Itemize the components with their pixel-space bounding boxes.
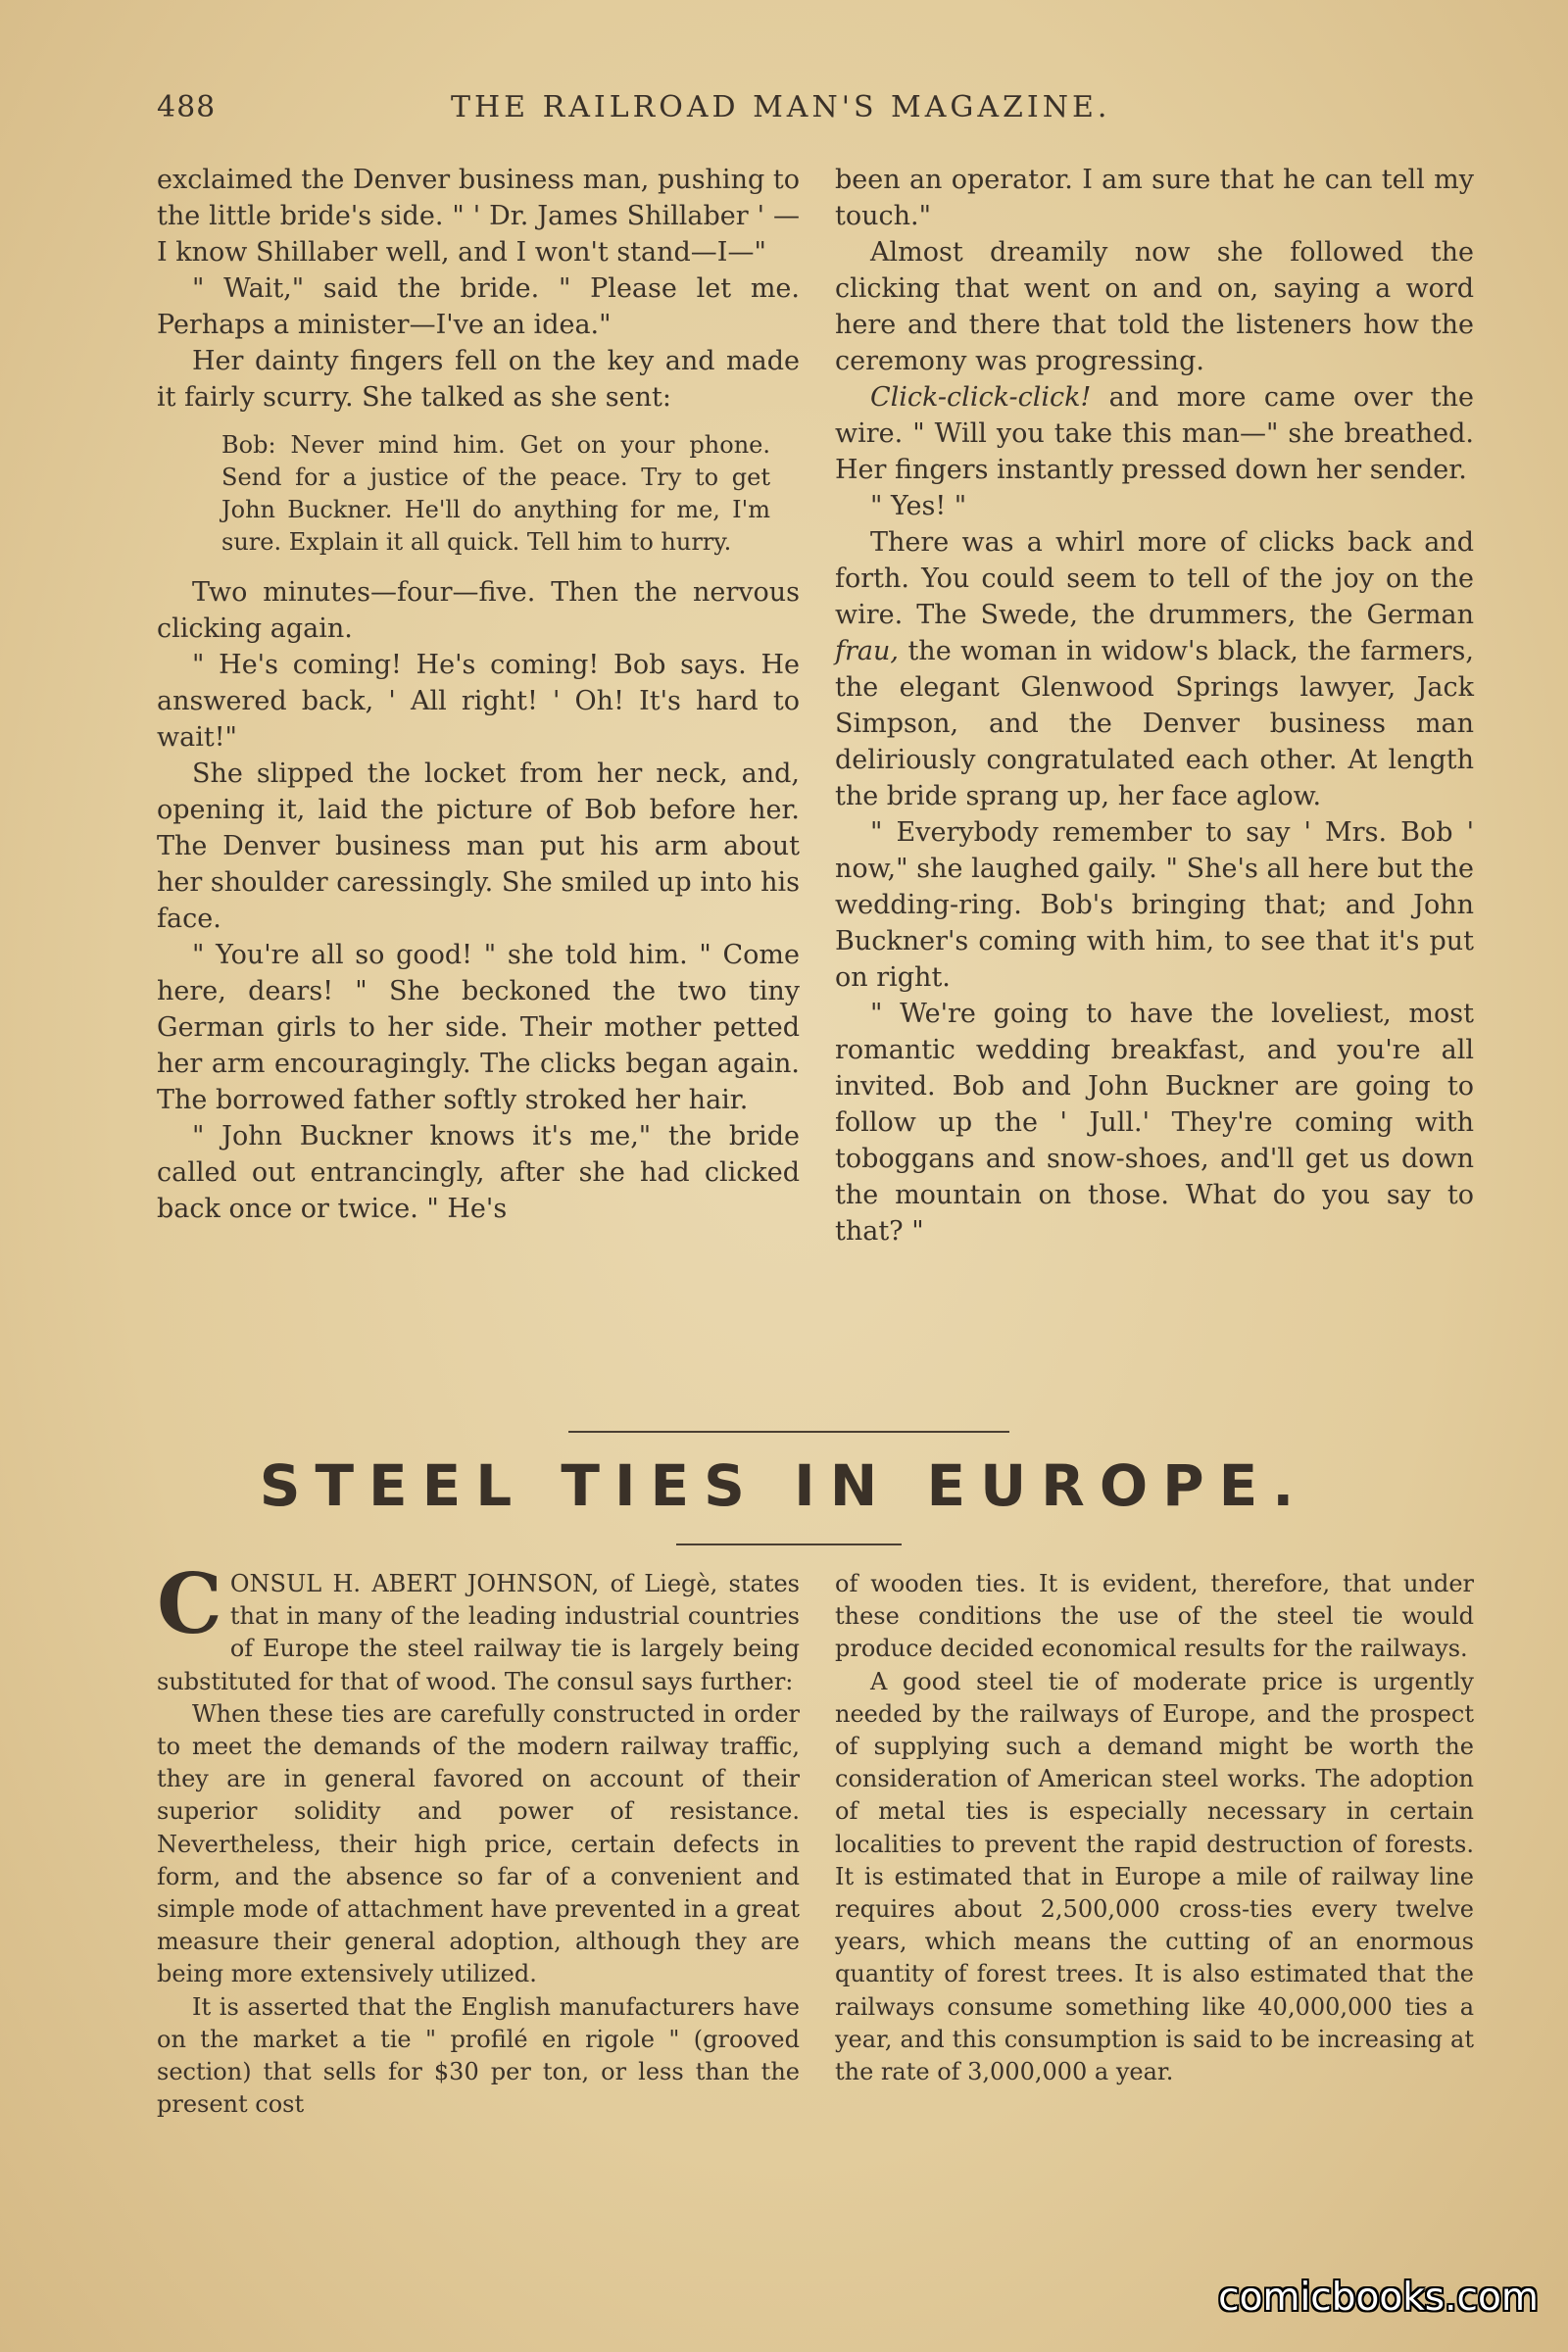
story-paragraph: " He's coming! He's coming! Bob says. He answered back, ' All right! ' Oh! It's hard to wait!" (157, 650, 800, 753)
paragraph-text: There was a whirl more of clicks back and forth. You could seem to tell of the joy on the wire. The Swede, the drummers, the German (835, 527, 1474, 630)
paragraph-text: the woman in widow's black, the farmers, the elegant Glenwood Springs lawyer, Jack Simpson, and the Denver business man deliriously congratulated each other. At length the bride sprang up, her face aglow. (835, 636, 1474, 811)
article-headline: STEEL TIES IN EUROPE. (259, 1452, 1309, 1519)
story-paragraph: been an operator. I am sure that he can tell my touch." (835, 165, 1474, 231)
story-paragraph (835, 379, 1474, 488)
running-head (157, 90, 1450, 129)
article-column-left (157, 1555, 800, 2121)
article-paragraph (157, 1555, 800, 1698)
emphasis-text: Click-click-click! (870, 382, 1092, 413)
article-paragraph: When these ties are carefully constructed in order to meet the demands of the modern railway traffic, they are in general favored on account of their superior solidity and power of resistance. Nevertheless, their high price, certain defects in form, and the absence so far of a convenient and simple mode of attachment have prevented in a great measure their general adoption, although they are being more extensively utilized. (157, 1699, 800, 1988)
emphasis-text: frau, (835, 636, 899, 666)
story-paragraph: " You're all so good! " she told him. " Come here, dears! " She beckoned the two tiny German girls to her side. Their mother petted her arm encouragingly. The clicks began again. The borrowed father softly stroked her hair. (157, 940, 800, 1115)
story-paragraph: " Yes! " (870, 491, 967, 521)
section-divider (568, 1431, 1009, 1433)
story-paragraph: " Wait," said the bride. " Please let me. Perhaps a minister—I've an idea." (157, 273, 800, 340)
telegram-message (221, 429, 770, 559)
article-column-right (835, 1568, 1474, 2088)
story-paragraph: " We're going to have the loveliest, most romantic wedding breakfast, and you're all invited. Bob and John Buckner are going to follow up the ' Jull.' They're coming with toboggans and snow-shoes, and'll get us down the mountain on those. What do you say to that? " (835, 999, 1474, 1247)
site-watermark: comicbooks.com (1218, 2276, 1539, 2320)
page-number: 488 (157, 90, 217, 124)
telegram-text: Bob: Never mind him. Get on your phone. Send for a justice of the peace. Try to get John Buckner. He'll do anything for me, I'm sure. Explain it all quick. Tell him to hurry. (221, 431, 770, 556)
story-paragraph: Almost dreamily now she followed the clicking that went on and on, saying a word here and there that told the listeners how the ceremony was progressing. (835, 237, 1474, 376)
article-paragraph: of wooden ties. It is evident, therefore, that under these conditions the use of the steel tie would produce decided economical results for the railways. (835, 1570, 1474, 1663)
story-paragraph: " Everybody remember to say ' Mrs. Bob ' now," she laughed gaily. " She's all here but the wedding-ring. Bob's bringing that; and John Buckner's coming with him, to see that it's put on right. (835, 817, 1474, 993)
story-column-right (835, 162, 1474, 1250)
magazine-title: THE RAILROAD MAN'S MAGAZINE. (451, 90, 1111, 124)
headline-underline (676, 1544, 902, 1545)
drop-cap: C (157, 1555, 222, 1652)
paragraph-text: ONSUL H. ABERT JOHNSON, of Liegè, states that in many of the leading industrial countries of Europe the steel railway tie is largely being substituted for that of wood. The consul says further: (157, 1570, 800, 1695)
story-paragraph: Her dainty fingers fell on the key and made it fairly scurry. She talked as she sent: (157, 346, 800, 413)
story-paragraph (835, 524, 1474, 814)
story-paragraph: She slipped the locket from her neck, and, opening it, laid the picture of Bob before her. The Denver business man put his arm about her shoulder caressingly. She smiled up into his face. (157, 759, 800, 934)
story-paragraph: exclaimed the Denver business man, pushing to the little bride's side. " ' Dr. James Shillaber ' — I know Shillaber well, and I won't stand—I—" (157, 165, 800, 268)
story-paragraph: " John Buckner knows it's me," the bride called out entrancingly, after she had clicked back once or twice. " He's (157, 1121, 800, 1224)
story-column-left (157, 162, 800, 1227)
article-paragraph: A good steel tie of moderate price is urgently needed by the railways of Europe, and the prospect of supplying such a demand might be worth the consideration of American steel works. The adoption of metal ties is especially necessary in certain localities to prevent the rapid destruction of forests. It is estimated that in Europe a mile of railway line requires about 2,500,000 cross-ties every twelve years, which means the cutting of an enormous quantity of forest trees. It is also estimated that the railways consume something like 40,000,000 ties a year, and this consumption is said to be increasing at the rate of 3,000,000 a year. (835, 1667, 1474, 2086)
story-paragraph: Two minutes—four—five. Then the nervous clicking again. (157, 577, 800, 644)
article-paragraph: It is asserted that the English manufacturers have on the market a tie " profilé en rigole " (grooved section) that sells for $30 per ton, or less than the present cost (157, 1992, 800, 2119)
paragraph-text: and more came over the wire. " Will you take this man—" she breathed. Her fingers instantly pressed down her sender. (835, 382, 1474, 485)
